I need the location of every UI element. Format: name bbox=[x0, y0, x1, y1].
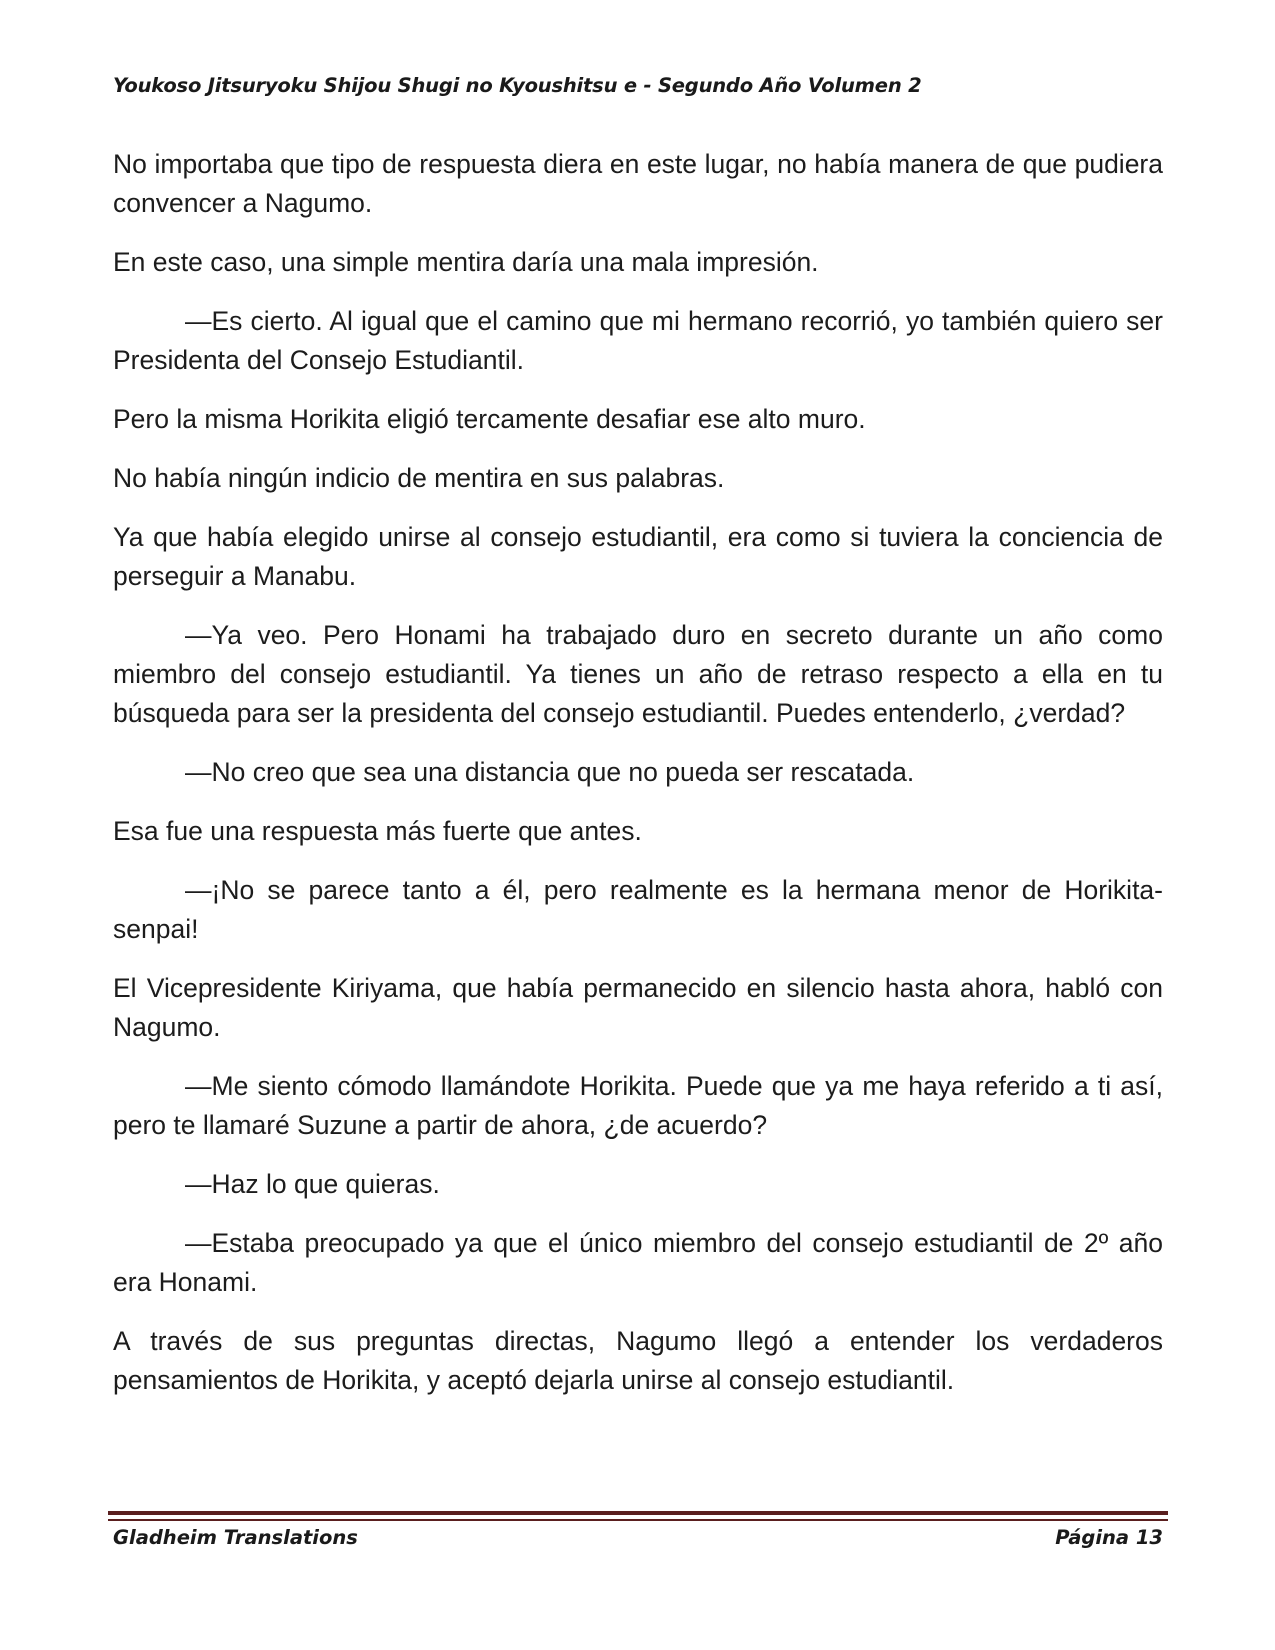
paragraph: El Vicepresidente Kiriyama, que había permanecido en silencio hasta ahora, habló con Nagumo. bbox=[113, 973, 1163, 1042]
dialogue-paragraph: —Estaba preocupado ya que el único miembro del consejo estudiantil de 2º año era Honami. bbox=[113, 1228, 1163, 1297]
dialogue-paragraph: —¡No se parece tanto a él, pero realmente es la hermana menor de Horikita-senpai! bbox=[113, 875, 1163, 944]
paragraph: En este caso, una simple mentira daría una mala impresión. bbox=[113, 247, 819, 277]
dialogue-paragraph: —Haz lo que quieras. bbox=[185, 1169, 440, 1199]
running-header: Youkoso Jitsuryoku Shijou Shugi no Kyoushitsu e - Segundo Año Volumen 2 bbox=[113, 74, 922, 97]
dialogue-paragraph: —No creo que sea una distancia que no pueda ser rescatada. bbox=[185, 757, 915, 787]
paragraph: No había ningún indicio de mentira en sus palabras. bbox=[113, 463, 725, 493]
dialogue-paragraph: —Me siento cómodo llamándote Horikita. Puede que ya me haya referido a ti así, pero te llamaré Suzune a partir de ahora, ¿de acuerdo? bbox=[113, 1071, 1163, 1140]
dialogue-paragraph: —Es cierto. Al igual que el camino que mi hermano recorrió, yo también quiero ser Presidenta del Consejo Estudiantil. bbox=[113, 306, 1163, 375]
paragraph: No importaba que tipo de respuesta diera en este lugar, no había manera de que pudiera convencer a Nagumo. bbox=[113, 149, 1163, 218]
dialogue-paragraph: —Ya veo. Pero Honami ha trabajado duro en secreto durante un año como miembro del consejo estudiantil. Ya tienes un año de retraso respecto a ella en tu búsqueda para ser la presidenta del consejo estudiantil. Puedes entenderlo, ¿verdad? bbox=[113, 620, 1163, 728]
body-text bbox=[113, 145, 1163, 1420]
page-number: Página 13 bbox=[1055, 1526, 1163, 1549]
paragraph: Ya que había elegido unirse al consejo estudiantil, era como si tuviera la conciencia de perseguir a Manabu. bbox=[113, 522, 1163, 591]
paragraph: A través de sus preguntas directas, Nagumo llegó a entender los verdaderos pensamientos de Horikita, y aceptó dejarla unirse al consejo estudiantil. bbox=[113, 1326, 1163, 1395]
paragraph: Pero la misma Horikita eligió tercamente desafiar ese alto muro. bbox=[113, 404, 866, 434]
footer-divider-thick bbox=[108, 1511, 1168, 1515]
paragraph: Esa fue una respuesta más fuerte que antes. bbox=[113, 816, 642, 846]
footer-divider-thin bbox=[108, 1519, 1168, 1521]
footer-credit: Gladheim Translations bbox=[113, 1526, 358, 1549]
